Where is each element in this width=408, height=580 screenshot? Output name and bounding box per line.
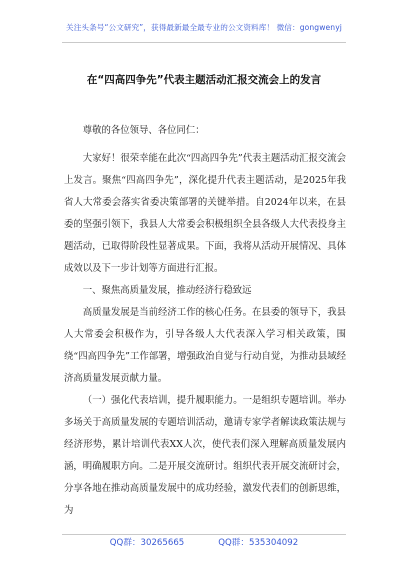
- salutation-paragraph: 尊敬的各位领导、各位同仁：: [82, 125, 205, 136]
- qq-group-1: QQ群：30265665: [109, 538, 185, 548]
- page-footer: [0, 536, 408, 548]
- header-divider: [62, 42, 346, 43]
- body-paragraph: 大家好！很荣幸能在此次“四高四争先”代表主题活动汇报交流会上发言。聚焦“四高四争先”，深化提升代表主题活动，是2025年我省人大常委会落实省委决策部署的关键举措。自2024年以来，在县委的坚强引领下，我县人大常委会积极组织全县各级人大代表投身主题活动，已取得阶段性显著成果。下面，我将从活动开展情况、具体成效以及下一步计划等方面进行汇报。: [64, 153, 346, 274]
- promo-banner: 关注头条号“公文研究”，获得最新最全最专业的公文资料库！ 微信：gongwenyj: [66, 23, 342, 32]
- body-paragraph: 高质量发展是当前经济工作的核心任务。在县委的领导下，我县人大常委会积极作为，引导各级人大代表深入学习相关政策，围绕“四高四争先”工作部署，增强政治自觉与行动自觉，为推动县域经济高质量发展贡献力量。: [64, 307, 346, 384]
- footer-divider: [62, 534, 346, 535]
- section-heading: 一、聚焦高质量发展，推动经济行稳致远: [82, 285, 252, 296]
- body-paragraph: （一）强化代表培训，提升履职能力。一是组织专题培训。举办多场关于高质量发展的专题培训活动，邀请专家学者解读政策法规与经济形势，累计培训代表XX人次，使代表们深入理解高质量发展内涵，明确履职方向。二是开展交流研讨。组织代表开展交流研讨会，分享各地在推动高质量发展中的成功经验，激发代表们的创新思维，为: [64, 395, 346, 516]
- qq-group-2: QQ群：535304092: [218, 538, 299, 548]
- document-title: 在“四高四争先”代表主题活动汇报交流会上的发言: [86, 74, 322, 86]
- document-body: [64, 120, 346, 522]
